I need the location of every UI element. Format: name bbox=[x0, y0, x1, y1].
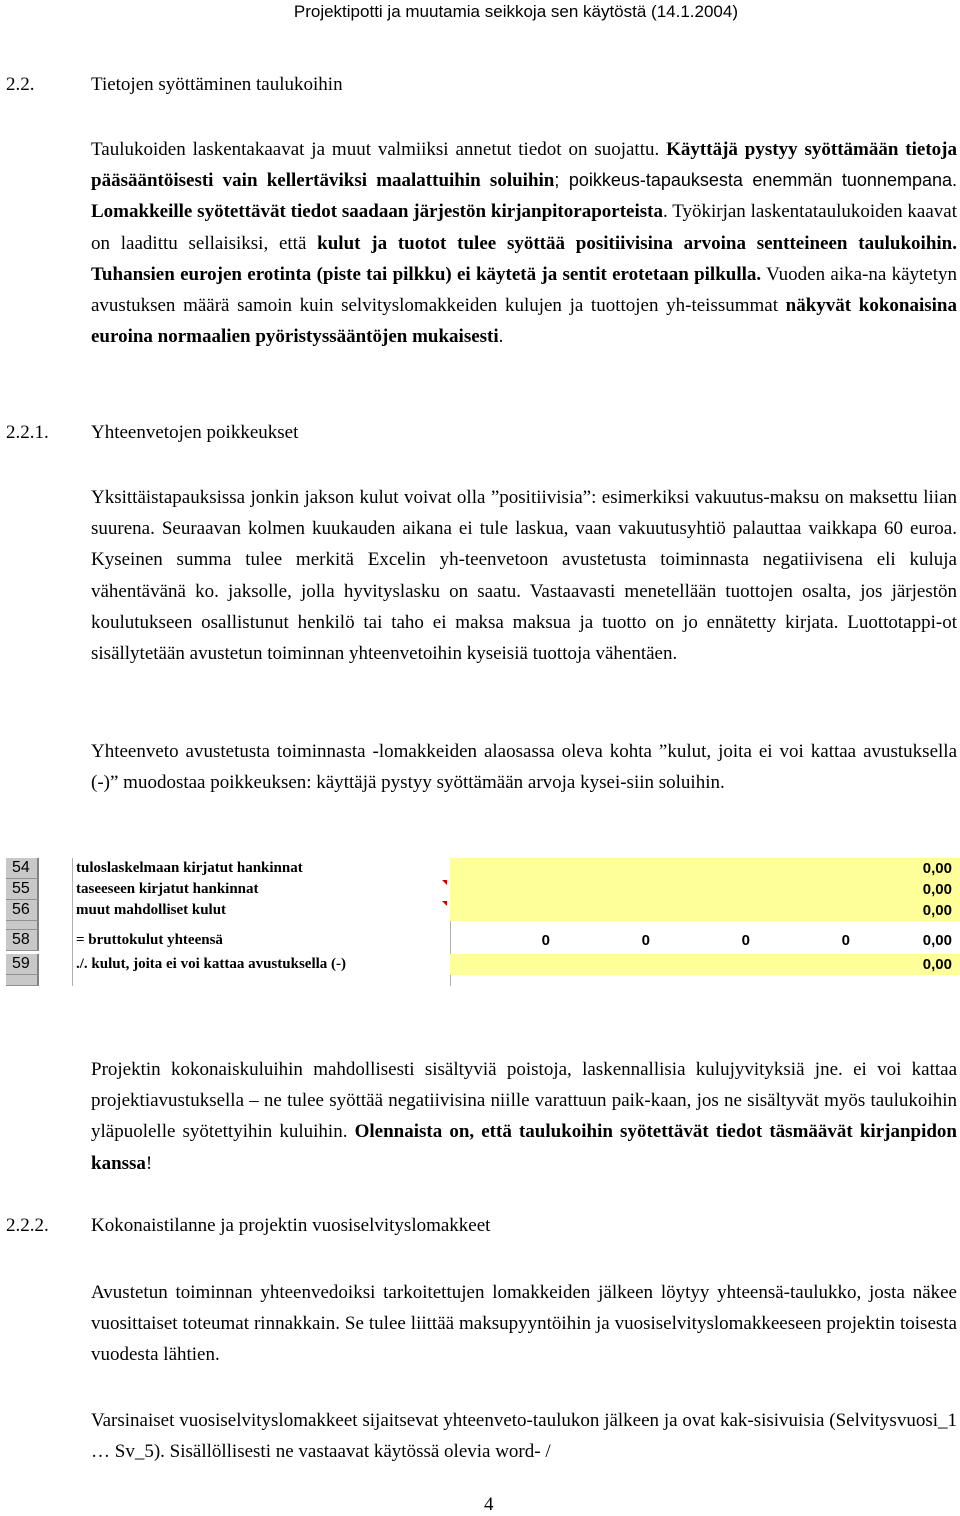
text-run: Taulukoiden laskentakaavat ja muut valmiiksi annetut tiedot on suojattu. bbox=[91, 139, 660, 160]
row-label: ./. kulut, joita ei voi kattaa avustuksella (-) bbox=[76, 956, 347, 972]
text-run: ; poikkeus-tapauksesta enemmän tuonnempana. bbox=[554, 170, 957, 191]
table-row bbox=[6, 879, 956, 900]
value-cell[interactable]: 0,00 bbox=[922, 881, 952, 898]
row-number[interactable]: 58 bbox=[6, 930, 39, 951]
running-header: Projektipotti ja muutamia seikkoja sen käytöstä (14.1.2004) bbox=[293, 2, 738, 21]
row-number bbox=[6, 921, 39, 930]
paragraph-depreciation bbox=[91, 1054, 957, 1179]
row-label: muut mahdolliset kulut bbox=[76, 902, 227, 918]
partial-row bbox=[6, 975, 956, 986]
row-label: = bruttokulut yhteensä bbox=[76, 932, 223, 948]
hidden-row-gap bbox=[6, 921, 956, 930]
text-run-bold: Lomakkeille syötettävät tiedot saadaan järjestön kirjanpitoraporteista bbox=[91, 201, 663, 223]
row-label: taseeseen kirjatut hankinnat bbox=[76, 881, 259, 897]
paragraph-protection bbox=[91, 134, 957, 352]
subsection-number: 2.2.1. bbox=[6, 422, 49, 443]
table-row bbox=[6, 858, 956, 879]
subsection-title: Yhteenvetojen poikkeukset bbox=[91, 422, 299, 443]
text-run-bold: näkyvät kokonaisina euroina normaalien pyöristyssääntöjen mukaisesti bbox=[91, 295, 958, 348]
section-number: 2.2. bbox=[6, 74, 35, 95]
text-run-bold: Käyttäjä pystyy syöttämään tietoja pääsääntöisesti vain kellertäviksi maalattuihin soluihin bbox=[91, 139, 957, 192]
subsection-title: Kokonaistilanne ja projektin vuosiselvityslomakkeet bbox=[91, 1215, 491, 1236]
row-label: tuloslaskelmaan kirjatut hankinnat bbox=[76, 860, 303, 876]
page-number: 4 bbox=[484, 1494, 494, 1515]
table-row bbox=[6, 900, 956, 921]
row-number[interactable]: 56 bbox=[6, 900, 39, 921]
row-number[interactable]: 54 bbox=[6, 858, 39, 879]
comment-marker-icon bbox=[442, 901, 447, 906]
comment-marker-icon bbox=[442, 880, 447, 885]
text-run-bold: kulut ja tuotot tulee syöttää positiivisina arvoina sentteineen taulukoihin. Tuhansien eurojen erotinta (piste tai pilkku) ei käytetä ja sentit erotetaan pilkulla. bbox=[91, 232, 957, 285]
paragraph-totals-table: Avustetun toiminnan yhteenvedoiksi tarkoitettujen lomakkeiden jälkeen löytyy yhteensä-taulukko, josta näkee vuosittaiset toteumat rinnakkain. Se tulee liittää maksupyyntöihin ja vuosiselvityslomakkeeseen projektin toisesta vuodesta lähtien. bbox=[91, 1282, 957, 1366]
row-number[interactable]: 59 bbox=[6, 954, 39, 975]
text-run: Projektin kokonaiskuluihin mahdollisesti sisältyviä poistoja, laskennallisia kulujyvityksiä jne. ei voi kattaa projektiavustuksella – ne tulee syöttää negatiivisina niille varattuun paik-kaan, jos ne sisältyvät myös taulukoihin yläpuolelle syötettyihin kuluihin. bbox=[91, 1059, 957, 1143]
row-number[interactable]: 55 bbox=[6, 879, 39, 900]
spreadsheet-excerpt bbox=[6, 858, 956, 986]
table-row bbox=[6, 930, 956, 951]
value-cell[interactable]: 0,00 bbox=[922, 902, 952, 919]
value-cell[interactable]: 0 bbox=[841, 932, 850, 949]
text-run: Vuoden aika-na käytetyn avustuksen määrä samoin kuin selvityslomakkeiden kulujen ja tuottojen yh-teissummat bbox=[91, 263, 957, 317]
text-run-bold: Olennaista on, että taulukoihin syötettävät tiedot täsmäävät kirjanpidon kanssa bbox=[91, 1121, 958, 1174]
value-cell[interactable]: 0 bbox=[541, 932, 550, 949]
section-title: Tietojen syöttäminen taulukoihin bbox=[91, 74, 343, 95]
subsection-number: 2.2.2. bbox=[6, 1215, 49, 1236]
text-run: . bbox=[498, 326, 504, 348]
paragraph-annual-forms: Varsinaiset vuosiselvityslomakkeet sijaitsevat yhteenveto-taulukon jälkeen ja ovat kak-sisivuisia (Selvitysvuosi_1 … Sv_5). Sisällöllisesti ne vastaavat käytössä olevia word- / bbox=[91, 1410, 957, 1463]
value-cell[interactable]: 0 bbox=[741, 932, 750, 949]
value-cell[interactable]: 0 bbox=[641, 932, 650, 949]
value-cell[interactable]: 0,00 bbox=[922, 956, 952, 973]
paragraph-summary-exception: Yhteenveto avustetusta toiminnasta -lomakkeiden alaosassa oleva kohta ”kulut, joita ei voi kattaa avustuksella (-)” muodostaa poikkeuksen: käyttäjä pystyy syöttämään arvoja kysei-siin soluihin. bbox=[91, 741, 957, 794]
value-cell[interactable]: 0,00 bbox=[922, 860, 952, 877]
text-run: . Työkirjan laskentataulukoiden kaavat on laadittu sellaisiksi, että bbox=[91, 201, 957, 254]
table-row bbox=[6, 954, 956, 975]
row-number bbox=[6, 975, 39, 986]
paragraph-exceptions: Yksittäistapauksissa jonkin jakson kulut voivat olla ”positiivisia”: esimerkiksi vakuutus-maksu on maksettu liian suurena. Seuraavan kolmen kuukauden aikana ei tule laskua, vaan vakuutusyhtiö palauttaa vaikkapa 60 euroa. Kyseinen summa tulee merkitä Excelin yh-teenvetoon avustetusta toiminnasta negatiivisena eli kuluja vähentävänä ko. jaksolle, jolla hyvityslasku on saatu. Vastaavasti menetellään tuottojen osalta, jos järjestön koulutukseen osallistunut henkilö tai taho ei maksa maksua ja tuotto on jo ennätetty kirjata. Luottotappi-ot sisällytetään avustetun toiminnan yhteenvetoihin kyseisiä tuottoja vähentäen. bbox=[91, 487, 957, 665]
value-cell[interactable]: 0,00 bbox=[922, 932, 952, 949]
text-run: ! bbox=[145, 1152, 153, 1174]
